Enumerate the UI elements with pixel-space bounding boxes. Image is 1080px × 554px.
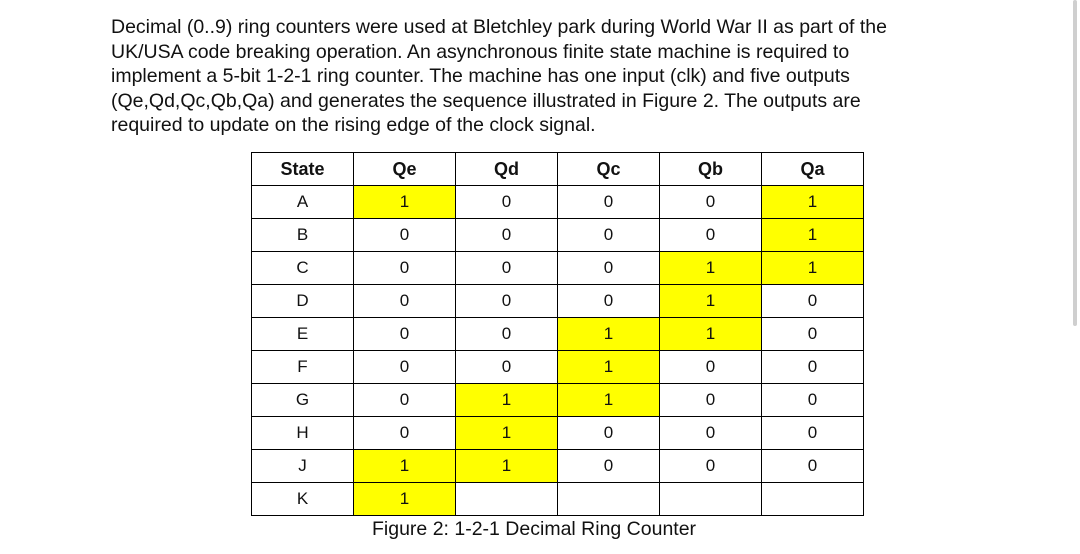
header-qc: Qc (558, 153, 660, 186)
output-cell: 1 (456, 450, 558, 483)
problem-paragraph (111, 15, 1011, 138)
output-cell: 1 (456, 384, 558, 417)
output-cell: 1 (354, 483, 456, 516)
output-cell: 1 (762, 186, 864, 219)
header-state: State (252, 153, 354, 186)
table-row (252, 318, 864, 351)
output-cell: 0 (762, 351, 864, 384)
table-row (252, 186, 864, 219)
state-cell: G (252, 384, 354, 417)
output-cell: 0 (354, 252, 456, 285)
output-cell: 0 (660, 186, 762, 219)
output-cell: 0 (660, 450, 762, 483)
output-cell: 0 (456, 186, 558, 219)
ring-counter-table (251, 152, 864, 516)
output-cell: 0 (558, 285, 660, 318)
output-cell: 1 (660, 285, 762, 318)
output-cell: 1 (762, 219, 864, 252)
scrollbar-thumb[interactable] (1073, 0, 1077, 326)
state-cell: B (252, 219, 354, 252)
figure-caption: Figure 2: 1-2-1 Decimal Ring Counter (372, 518, 697, 540)
output-cell: 0 (456, 252, 558, 285)
output-cell: 0 (762, 318, 864, 351)
output-cell: 1 (354, 186, 456, 219)
output-cell: 0 (354, 417, 456, 450)
table-header-row (252, 153, 864, 186)
output-cell: 0 (456, 351, 558, 384)
output-cell: 1 (456, 417, 558, 450)
output-cell: 0 (354, 351, 456, 384)
table-row (252, 384, 864, 417)
output-cell: 0 (660, 351, 762, 384)
vertical-scrollbar[interactable] (1070, 0, 1080, 554)
output-cell: 1 (558, 351, 660, 384)
state-cell: E (252, 318, 354, 351)
state-cell: A (252, 186, 354, 219)
output-cell (762, 483, 864, 516)
output-cell (558, 483, 660, 516)
output-cell: 0 (762, 285, 864, 318)
output-cell: 0 (762, 450, 864, 483)
table-row (252, 252, 864, 285)
table-row (252, 219, 864, 252)
header-qa: Qa (762, 153, 864, 186)
output-cell: 1 (660, 318, 762, 351)
table-row (252, 351, 864, 384)
state-cell: K (252, 483, 354, 516)
paragraph-line: implement a 5-bit 1-2-1 ring counter. The machine has one input (clk) and five outputs (111, 65, 850, 88)
header-qd: Qd (456, 153, 558, 186)
output-cell: 1 (762, 252, 864, 285)
output-cell: 0 (354, 285, 456, 318)
state-cell: C (252, 252, 354, 285)
header-qb: Qb (660, 153, 762, 186)
output-cell: 1 (354, 450, 456, 483)
paragraph-line: Decimal (0..9) ring counters were used at Bletchley park during World War II as part of the (111, 16, 888, 38)
output-cell: 0 (762, 417, 864, 450)
state-cell: J (252, 450, 354, 483)
output-cell: 0 (762, 384, 864, 417)
state-cell: F (252, 351, 354, 384)
output-cell: 0 (558, 252, 660, 285)
header-qe: Qe (354, 153, 456, 186)
table-row (252, 450, 864, 483)
table-row (252, 483, 864, 516)
output-cell: 0 (456, 219, 558, 252)
table-row (252, 417, 864, 450)
table-body (252, 186, 864, 516)
output-cell: 0 (558, 450, 660, 483)
output-cell: 1 (558, 384, 660, 417)
output-cell: 0 (558, 186, 660, 219)
output-cell: 0 (558, 219, 660, 252)
paragraph-line: required to update on the rising edge of the clock signal. (111, 114, 596, 137)
paragraph-line: (Qe,Qd,Qc,Qb,Qa) and generates the sequence illustrated in Figure 2. The outputs are (111, 89, 861, 112)
state-cell: D (252, 285, 354, 318)
output-cell: 0 (354, 219, 456, 252)
output-cell: 0 (354, 318, 456, 351)
output-cell: 0 (354, 384, 456, 417)
output-cell: 1 (558, 318, 660, 351)
output-cell (660, 483, 762, 516)
output-cell: 0 (660, 417, 762, 450)
paragraph-line: UK/USA code breaking operation. An asynchronous finite state machine is required to (111, 40, 850, 63)
output-cell: 0 (660, 219, 762, 252)
output-cell: 0 (558, 417, 660, 450)
output-cell: 1 (660, 252, 762, 285)
output-cell: 0 (660, 384, 762, 417)
output-cell: 0 (456, 285, 558, 318)
output-cell: 0 (456, 318, 558, 351)
output-cell (456, 483, 558, 516)
state-cell: H (252, 417, 354, 450)
table-row (252, 285, 864, 318)
